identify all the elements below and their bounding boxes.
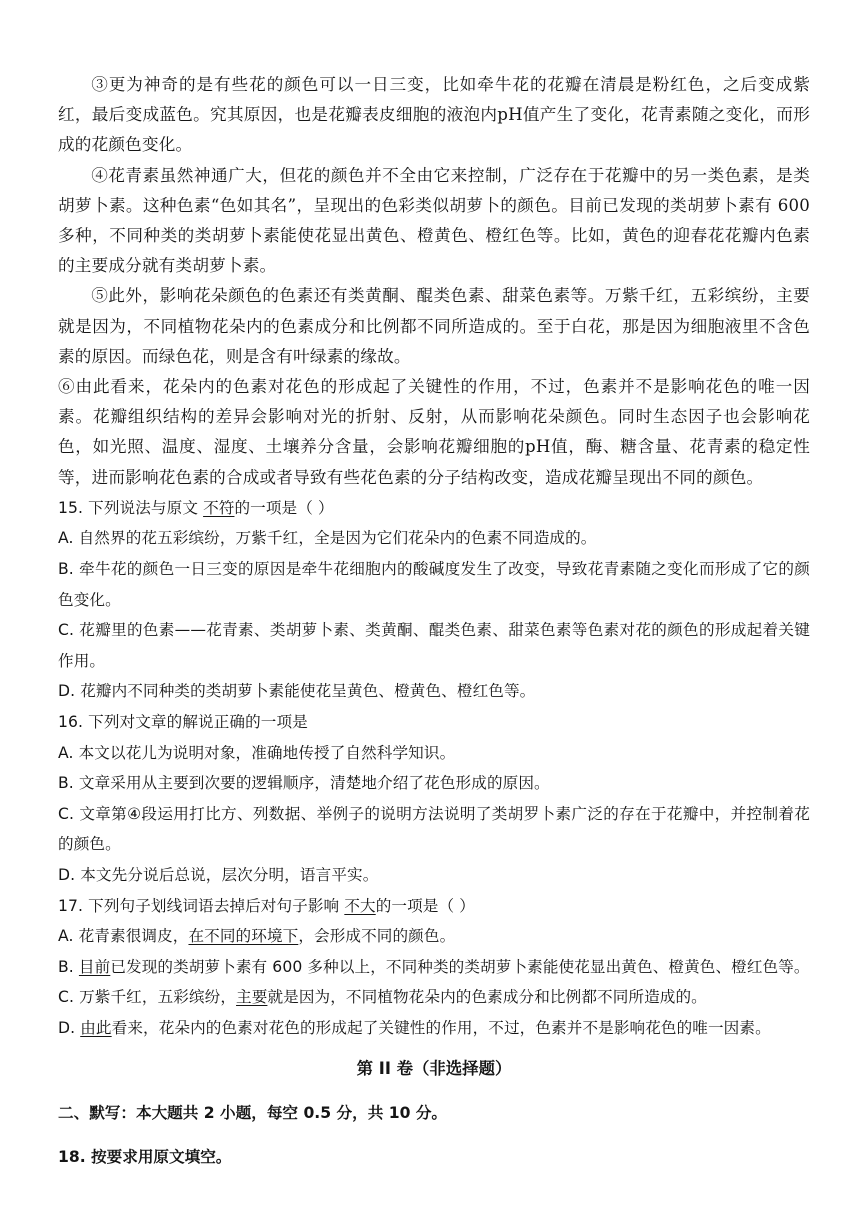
q17-stem-post: 的一项是（ ） — [375, 896, 475, 915]
q17-option-b — [58, 952, 810, 983]
q17-b-pre: B. — [58, 957, 79, 976]
q17-option-d — [58, 1013, 810, 1044]
q16-option-a: A. 本文以花儿为说明对象，准确地传授了自然科学知识。 — [58, 743, 456, 762]
q17-a-post: ，会形成不同的颜色。 — [298, 927, 456, 946]
q15-option-b: B. 牵牛花的颜色一日三变的原因是牵牛花细胞内的酸碱度发生了改变，导致花青素随之变化而形成了它的颜色变化。 — [58, 560, 810, 609]
q15-stem-pre: 15. 下列说法与原文 — [58, 498, 204, 517]
q15-stem-post: 的一项是（ ） — [234, 498, 334, 517]
q17-c-post: 就是因为，不同植物花朵内的色素成分和比例都不同所造成的。 — [267, 988, 707, 1007]
q15-option-a: A. 自然界的花五彩缤纷，万紫千红，全是因为它们花朵内的色素不同造成的。 — [58, 529, 597, 548]
q15-option-d: D. 花瓣内不同种类的类胡萝卜素能使花呈黄色、橙黄色、橙红色等。 — [58, 682, 536, 701]
q15-stem-emphasis: 不符 — [203, 498, 235, 517]
q17-stem-emphasis: 不大 — [344, 896, 376, 915]
question-18-stem: 18. 按要求用原文填空。 — [58, 1147, 232, 1166]
q17-stem-pre: 17. 下列句子划线词语去掉后对句子影响 — [58, 896, 345, 915]
q17-b-underlined: 目前 — [78, 957, 111, 976]
q16-option-d: D. 本文先分说后总说，层次分明，语言平实。 — [58, 865, 379, 884]
dictation-heading: 二、默写：本大题共 2 小题，每空 0.5 分，共 10 分。 — [58, 1103, 448, 1122]
section-2-title: 第 II 卷（非选择题） — [356, 1058, 512, 1078]
q17-option-c — [58, 982, 810, 1013]
q17-a-underlined: 在不同的环境下 — [188, 927, 299, 946]
q17-c-underlined: 主要 — [236, 988, 268, 1007]
q17-d-pre: D. — [58, 1018, 81, 1037]
exam-page — [58, 70, 810, 1172]
q16-option-b: B. 文章采用从主要到次要的逻辑顺序，清楚地介绍了花色形成的原因。 — [58, 774, 550, 793]
q17-c-pre: C. 万紫千红，五彩缤纷， — [58, 988, 237, 1007]
q17-b-post: 已发现的类胡萝卜素有 600 多种以上，不同种类的类胡萝卜素能使花显出黄色、橙黄色、橙红色等。 — [110, 957, 810, 976]
question-17-stem — [58, 891, 810, 922]
q16-option-c: C. 文章第④段运用打比方、列数据、举例子的说明方法说明了类胡罗卜素广泛的存在于花瓣中，并控制着花的颜色。 — [58, 804, 810, 854]
q17-a-pre: A. 花青素很调皮， — [58, 927, 189, 946]
question-16-stem: 16. 下列对文章的解说正确的一项是 — [58, 713, 308, 731]
passage-paragraph-5: ⑤此外，影响花朵颜色的色素还有类黄酮、醌类色素、甜菜色素等。万紫千红，五彩缤纷，主要就是因为，不同植物花朵内的色素成分和比例都不同所造成的。至于白花，那是因为细胞液里不含色素的原因。而绿色花，则是含有叶绿素的缘故。 — [58, 286, 810, 366]
passage-paragraph-3: ③更为神奇的是有些花的颜色可以一日三变，比如牵牛花的花瓣在清晨是粉红色，之后变成紫红，最后变成蓝色。究其原因，也是花瓣表皮细胞的液泡内pH值产生了变化，花青素随之变化，而形成的花颜色变化。 — [58, 75, 810, 155]
q17-option-a — [58, 921, 810, 952]
q15-option-c: C. 花瓣里的色素——花青素、类胡萝卜素、类黄酮、醌类色素、甜菜色素等色素对花的颜色的形成起着关键作用。 — [58, 621, 810, 670]
q17-d-underlined: 由此 — [80, 1018, 112, 1037]
q17-d-post: 看来，花朵内的色素对花色的形成起了关键性的作用，不过，色素并不是影响花色的唯一因素。 — [111, 1018, 771, 1037]
question-15-stem — [58, 493, 810, 524]
passage-paragraph-6: ⑥由此看来，花朵内的色素对花色的形成起了关键性的作用，不过，色素并不是影响花色的唯一因素。花瓣组织结构的差异会影响对光的折射、反射，从而影响花朵颜色。同时生态因子也会影响花色，如光照、温度、湿度、土壤养分含量，会影响花瓣细胞的pH值，酶、糖含量、花青素的稳定性等，进而影响花色素的合成或者导致有些花色素的分子结构改变，造成花瓣呈现出不同的颜色。 — [58, 377, 810, 487]
passage-paragraph-4: ④花青素虽然神通广大，但花的颜色并不全由它来控制，广泛存在于花瓣中的另一类色素，是类胡萝卜素。这种色素“色如其名”，呈现出的色彩类似胡萝卜的颜色。目前已发现的类胡萝卜素有 600 多种，不同种类的类胡萝卜素能使花显出黄色、橙黄色、橙红色等。比如，黄色的迎春花花瓣内色素的主要成分就有类胡萝卜素。 — [58, 165, 810, 276]
